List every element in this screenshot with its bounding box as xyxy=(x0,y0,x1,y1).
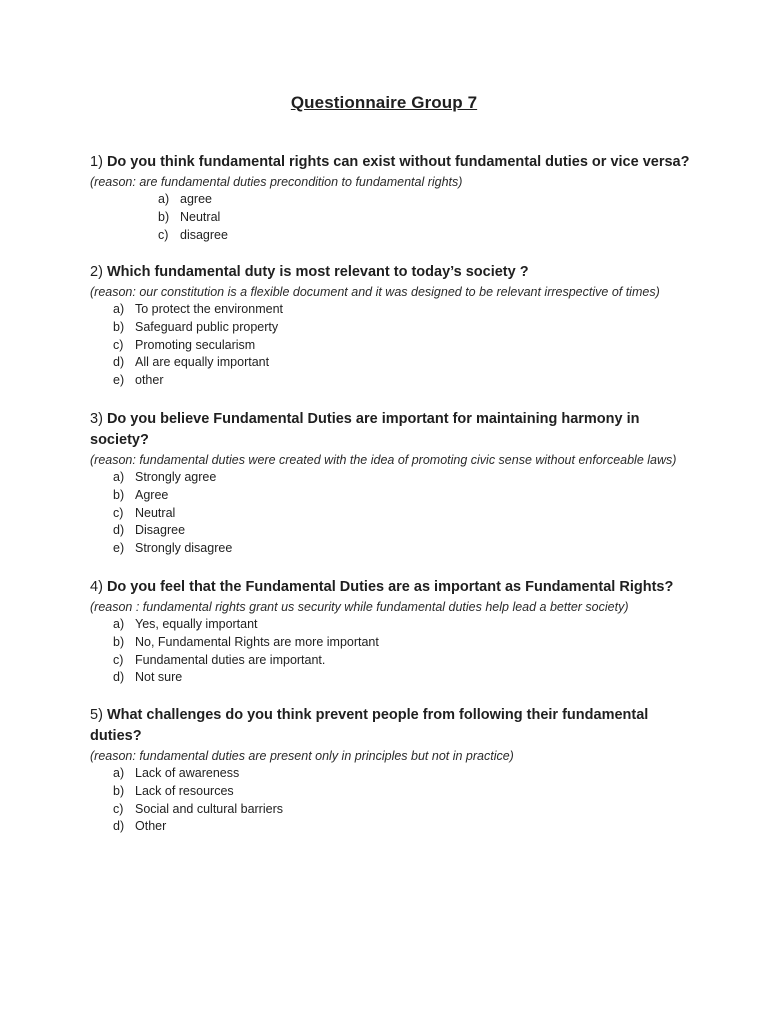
option-letter: b) xyxy=(158,209,170,224)
option-item xyxy=(113,540,690,558)
option-label: Yes, equally important xyxy=(135,617,258,631)
page-title: Questionnaire Group 7 xyxy=(290,93,478,112)
question-heading xyxy=(90,152,690,173)
option-item xyxy=(113,319,690,337)
option-item xyxy=(113,669,690,687)
question-heading xyxy=(90,409,690,451)
option-label: Lack of resources xyxy=(135,783,234,798)
question-text: Do you feel that the Fundamental Duties are as important as Fundamental Rights? xyxy=(106,579,674,595)
option-letter: c) xyxy=(158,227,169,242)
question-5 xyxy=(90,705,690,836)
option-list xyxy=(113,765,690,836)
option-list xyxy=(113,469,690,558)
option-label: Safeguard public property xyxy=(135,319,279,334)
question-4 xyxy=(90,577,690,687)
option-letter: b) xyxy=(113,319,125,334)
question-reason: (reason : fundamental rights grant us security while fundamental duties help lead a better society) xyxy=(90,600,629,614)
option-label: agree xyxy=(180,192,212,206)
option-letter: c) xyxy=(113,801,124,816)
option-item xyxy=(158,209,690,227)
option-label: Neutral xyxy=(135,505,176,520)
option-label: Lack of awareness xyxy=(135,766,240,780)
question-number: 5) xyxy=(90,707,103,723)
option-label: Disagree xyxy=(135,523,186,538)
question-text: Do you believe Fundamental Duties are important for maintaining harmony in society? xyxy=(90,411,640,448)
option-item xyxy=(113,616,690,634)
option-item xyxy=(113,337,690,355)
question-heading xyxy=(90,577,690,598)
option-label: Promoting secularism xyxy=(135,337,256,352)
option-letter: b) xyxy=(113,783,125,798)
option-item xyxy=(113,765,690,783)
question-number: 4) xyxy=(90,579,103,595)
option-letter: d) xyxy=(113,819,125,834)
option-letter: a) xyxy=(158,192,170,206)
option-label: Neutral xyxy=(180,209,221,224)
option-letter: a) xyxy=(113,766,125,780)
option-letter: d) xyxy=(113,355,125,370)
option-label: disagree xyxy=(180,227,228,242)
question-text: Do you think fundamental rights can exist without fundamental duties or vice versa? xyxy=(106,154,690,170)
option-label: Other xyxy=(135,819,167,834)
option-letter: c) xyxy=(113,505,124,520)
option-item xyxy=(113,652,690,670)
question-reason: (reason: our constitution is a flexible document and it was designed to be relevant irrespective of times) xyxy=(90,285,660,299)
option-item xyxy=(113,372,690,390)
question-reason: (reason: fundamental duties were created with the idea of promoting civic sense without enforceable laws) xyxy=(90,453,677,467)
option-item xyxy=(113,354,690,372)
question-reason: (reason: are fundamental duties precondition to fundamental rights) xyxy=(90,175,463,189)
option-letter: a) xyxy=(113,302,125,316)
question-reason: (reason: fundamental duties are present only in principles but not in practice) xyxy=(90,749,514,763)
option-letter: b) xyxy=(113,487,125,502)
option-letter: d) xyxy=(113,523,125,538)
option-label: Strongly disagree xyxy=(135,541,233,556)
option-letter: a) xyxy=(113,617,125,631)
option-label: No, Fundamental Rights are more important xyxy=(135,634,379,649)
option-item xyxy=(113,801,690,819)
option-label: Agree xyxy=(135,487,169,502)
question-1 xyxy=(90,152,690,244)
option-label: Social and cultural barriers xyxy=(135,801,283,816)
option-item xyxy=(158,191,690,209)
option-label: other xyxy=(135,373,164,388)
option-label: To protect the environment xyxy=(135,302,283,316)
question-number: 2) xyxy=(90,264,103,280)
option-item xyxy=(113,487,690,505)
option-item xyxy=(113,634,690,652)
option-item xyxy=(113,522,690,540)
option-item xyxy=(113,818,690,836)
option-item xyxy=(113,505,690,523)
option-item xyxy=(113,301,690,319)
option-item xyxy=(158,227,690,245)
question-text: Which fundamental duty is most relevant to today’s society ? xyxy=(106,264,529,280)
option-label: All are equally important xyxy=(135,355,270,370)
option-label: Not sure xyxy=(135,670,183,685)
question-number: 1) xyxy=(90,154,103,170)
option-letter: a) xyxy=(113,470,125,484)
question-heading xyxy=(90,705,690,747)
option-letter: c) xyxy=(113,652,124,667)
option-list xyxy=(113,616,690,687)
option-list xyxy=(113,301,690,390)
option-item xyxy=(113,783,690,801)
option-list xyxy=(158,191,690,244)
option-letter: e) xyxy=(113,373,125,388)
option-letter: b) xyxy=(113,634,125,649)
option-label: Strongly agree xyxy=(135,470,217,484)
option-label: Fundamental duties are important. xyxy=(135,652,326,667)
question-text: What challenges do you think prevent people from following their fundamental duties? xyxy=(90,707,649,744)
question-3 xyxy=(90,409,690,558)
option-letter: c) xyxy=(113,337,124,352)
question-2 xyxy=(90,262,690,390)
question-heading xyxy=(90,262,690,283)
option-letter: e) xyxy=(113,541,125,556)
option-letter: d) xyxy=(113,670,125,685)
question-number: 3) xyxy=(90,411,103,427)
option-item xyxy=(113,469,690,487)
